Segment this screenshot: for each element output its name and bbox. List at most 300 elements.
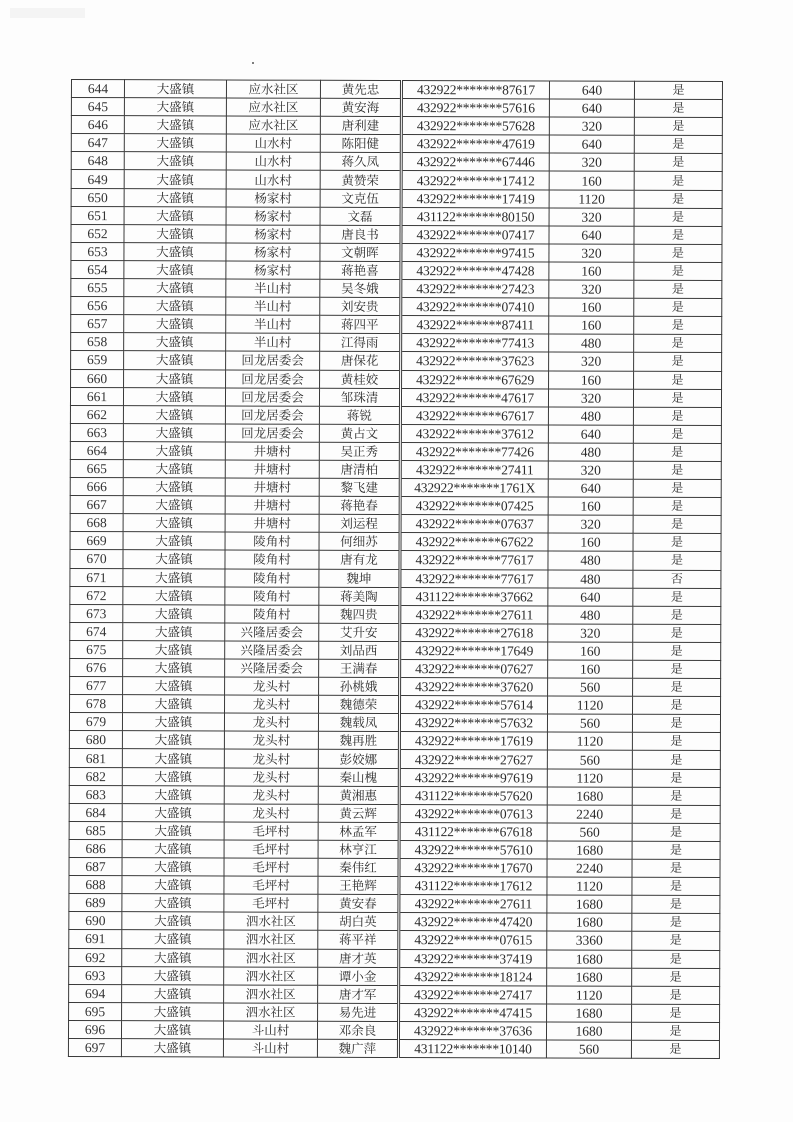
town-cell: 大盛镇: [124, 116, 226, 134]
table-row: [69, 803, 720, 823]
eligibility-flag-cell: 是: [634, 335, 722, 353]
id-number-cell: 432922*******57632: [399, 714, 547, 733]
eligibility-flag-cell: 是: [634, 262, 722, 280]
eligibility-flag-cell: 是: [632, 787, 720, 805]
town-cell: 大盛镇: [122, 822, 224, 840]
town-cell: 大盛镇: [122, 840, 224, 858]
person-name-cell: 魏载凤: [318, 714, 399, 732]
town-cell: 大盛镇: [123, 604, 225, 622]
row-number-cell: 690: [69, 912, 122, 930]
amount-cell: 1680: [547, 949, 632, 967]
town-cell: 大盛镇: [124, 369, 226, 387]
person-name-cell: 艾升安: [319, 623, 400, 641]
town-cell: 大盛镇: [123, 568, 225, 586]
amount-cell: 320: [549, 208, 634, 226]
town-cell: 大盛镇: [122, 803, 224, 821]
eligibility-flag-cell: 是: [634, 117, 722, 135]
person-name-cell: 唐利建: [320, 116, 401, 134]
person-name-cell: 唐才军: [318, 985, 399, 1003]
table-row: [69, 731, 720, 751]
amount-cell: 160: [548, 660, 633, 678]
town-cell: 大盛镇: [123, 442, 225, 460]
table-row: [71, 297, 722, 317]
id-number-cell: 432922*******67446: [401, 153, 549, 172]
person-name-cell: 唐才英: [318, 949, 399, 967]
person-name-cell: 蒋锐: [319, 406, 400, 424]
amount-cell: 320: [549, 244, 634, 262]
person-name-cell: 魏再胜: [318, 732, 399, 750]
village-cell: 毛坪村: [224, 840, 318, 858]
eligibility-flag-cell: 是: [632, 914, 720, 932]
row-number-cell: 644: [71, 80, 124, 98]
id-number-cell: 432922*******07637: [400, 515, 548, 534]
id-number-cell: 432922*******57628: [401, 117, 549, 136]
eligibility-flag-cell: 是: [633, 678, 721, 696]
id-number-cell: 432922*******18124: [399, 967, 547, 986]
town-cell: 大盛镇: [123, 423, 225, 441]
person-name-cell: 黄占文: [319, 424, 400, 442]
village-cell: 半山村: [226, 333, 320, 351]
person-name-cell: 秦伟红: [318, 858, 399, 876]
village-cell: 杨家村: [226, 225, 320, 243]
person-name-cell: 黄赞荣: [320, 171, 401, 189]
village-cell: 半山村: [226, 279, 320, 297]
person-name-cell: 孙桃娥: [319, 677, 400, 695]
amount-cell: 320: [548, 515, 633, 533]
village-cell: 龙头村: [225, 677, 319, 695]
amount-cell: 1680: [547, 968, 632, 986]
eligibility-flag-cell: 是: [632, 968, 720, 986]
town-cell: 大盛镇: [123, 622, 225, 640]
id-number-cell: 432922*******17670: [399, 859, 547, 878]
person-name-cell: 吴冬娥: [320, 279, 401, 297]
village-cell: 半山村: [226, 315, 320, 333]
village-cell: 杨家村: [226, 243, 320, 261]
town-cell: 大盛镇: [124, 98, 226, 116]
village-cell: 半山村: [226, 297, 320, 315]
id-number-cell: 432922*******07417: [401, 225, 549, 244]
row-number-cell: 682: [69, 767, 122, 785]
eligibility-flag-cell: 是: [632, 895, 720, 913]
village-cell: 应水社区: [226, 98, 320, 116]
table-row: [71, 260, 722, 280]
table-row: [71, 224, 722, 244]
table-row: [71, 279, 722, 299]
eligibility-flag-cell: 是: [633, 588, 721, 606]
table-row: [69, 767, 720, 787]
eligibility-flag-cell: 是: [634, 371, 722, 389]
village-cell: 井塘村: [225, 496, 319, 514]
amount-cell: 1120: [547, 769, 632, 787]
table-row: [71, 134, 722, 154]
amount-cell: 320: [549, 117, 634, 135]
village-cell: 回龙居委会: [226, 369, 320, 387]
eligibility-flag-cell: 是: [634, 316, 722, 334]
person-name-cell: 唐保花: [320, 352, 401, 370]
amount-cell: 3360: [547, 931, 632, 949]
table-row: [70, 622, 721, 642]
amount-cell: 1120: [548, 696, 633, 714]
row-number-cell: 692: [69, 948, 122, 966]
town-cell: 大盛镇: [122, 984, 224, 1002]
town-cell: 大盛镇: [123, 478, 225, 496]
person-name-cell: 魏德荣: [319, 695, 400, 713]
town-cell: 大盛镇: [124, 224, 226, 242]
eligibility-flag-cell: 是: [634, 244, 722, 262]
row-number-cell: 668: [70, 514, 123, 532]
village-cell: 斗山村: [223, 1021, 317, 1039]
town-cell: 大盛镇: [123, 532, 225, 550]
amount-cell: 160: [549, 371, 634, 389]
table-row: [71, 242, 722, 262]
town-cell: 大盛镇: [123, 677, 225, 695]
village-cell: 陵角村: [225, 569, 319, 587]
town-cell: 大盛镇: [123, 695, 225, 713]
town-cell: 大盛镇: [122, 1002, 224, 1020]
person-name-cell: 胡白英: [318, 913, 399, 931]
table-row: [70, 514, 721, 534]
town-cell: 大盛镇: [123, 641, 225, 659]
table-row: [71, 116, 722, 136]
village-cell: 陵角村: [225, 605, 319, 623]
village-cell: 杨家村: [226, 189, 320, 207]
row-number-cell: 687: [69, 858, 122, 876]
person-name-cell: 唐清柏: [319, 460, 400, 478]
row-number-cell: 676: [70, 658, 123, 676]
person-name-cell: 唐有龙: [319, 551, 400, 569]
village-cell: 回龙居委会: [225, 388, 319, 406]
id-number-cell: 432922*******37612: [400, 424, 548, 443]
eligibility-flag-cell: 是: [633, 552, 721, 570]
town-cell: 大盛镇: [122, 767, 224, 785]
person-name-cell: 黄安海: [320, 98, 401, 116]
id-number-cell: 432922*******37636: [398, 1021, 546, 1040]
amount-cell: 160: [549, 316, 634, 334]
eligibility-flag-cell: 是: [633, 407, 721, 425]
eligibility-flag-cell: 是: [632, 805, 720, 823]
eligibility-flag-cell: 是: [634, 353, 722, 371]
amount-cell: 640: [549, 135, 634, 153]
town-cell: 大盛镇: [123, 405, 225, 423]
eligibility-flag-cell: 是: [634, 190, 722, 208]
row-number-cell: 656: [71, 297, 124, 315]
person-name-cell: 谭小金: [318, 967, 399, 985]
eligibility-flag-cell: 是: [634, 226, 722, 244]
row-number-cell: 659: [71, 351, 124, 369]
town-cell: 大盛镇: [124, 134, 226, 152]
amount-cell: 1120: [547, 986, 632, 1004]
row-number-cell: 693: [69, 966, 122, 984]
eligibility-flag-cell: 是: [633, 461, 721, 479]
eligibility-flag-cell: 是: [633, 425, 721, 443]
person-name-cell: 黎飞建: [319, 478, 400, 496]
person-name-cell: 林亨江: [318, 840, 399, 858]
town-cell: 大盛镇: [123, 550, 225, 568]
row-number-cell: 685: [69, 821, 122, 839]
person-name-cell: 林孟军: [318, 822, 399, 840]
id-number-cell: 432922*******07615: [399, 931, 547, 950]
table-row: [69, 930, 720, 950]
person-name-cell: 刘品西: [319, 641, 400, 659]
id-number-cell: 432922*******07627: [400, 660, 548, 679]
eligibility-flag-cell: 是: [632, 751, 720, 769]
amount-cell: 640: [548, 425, 633, 443]
village-cell: 山水村: [226, 170, 320, 188]
village-cell: 龙头村: [224, 804, 318, 822]
row-number-cell: 645: [71, 98, 124, 116]
row-number-cell: 650: [71, 188, 124, 206]
eligibility-flag-cell: 是: [634, 136, 722, 154]
eligibility-flag-cell: 是: [633, 696, 721, 714]
table-row: [70, 496, 721, 516]
person-name-cell: 秦山槐: [318, 768, 399, 786]
village-cell: 井塘村: [225, 460, 319, 478]
village-cell: 山水村: [226, 134, 320, 152]
village-cell: 泗水社区: [224, 985, 318, 1003]
town-cell: 大盛镇: [123, 496, 225, 514]
person-name-cell: 蒋艳春: [319, 496, 400, 514]
amount-cell: 640: [549, 226, 634, 244]
table-row: [70, 586, 721, 606]
eligibility-flag-cell: 是: [632, 841, 720, 859]
row-number-cell: 673: [70, 604, 123, 622]
eligibility-flag-cell: 是: [632, 859, 720, 877]
row-number-cell: 688: [69, 876, 122, 894]
eligibility-flag-cell: 是: [633, 516, 721, 534]
eligibility-flag-cell: 是: [631, 1022, 719, 1040]
town-cell: 大盛镇: [122, 713, 224, 731]
id-number-cell: 432922*******17619: [399, 732, 547, 751]
id-number-cell: 432922*******27417: [399, 985, 547, 1004]
amount-cell: 160: [549, 171, 634, 189]
town-cell: 大盛镇: [122, 876, 224, 894]
town-cell: 大盛镇: [124, 351, 226, 369]
id-number-cell: 431122*******80150: [401, 207, 549, 226]
row-number-cell: 691: [69, 930, 122, 948]
id-number-cell: 432922*******27627: [399, 750, 547, 769]
town-cell: 大盛镇: [124, 333, 226, 351]
village-cell: 斗山村: [223, 1039, 317, 1057]
town-cell: 大盛镇: [121, 1021, 223, 1039]
town-cell: 大盛镇: [121, 1039, 223, 1057]
table-row: [71, 315, 722, 335]
village-cell: 陵角村: [225, 532, 319, 550]
eligibility-flag-cell: 是: [634, 99, 722, 117]
table-row: [69, 785, 720, 805]
row-number-cell: 671: [70, 568, 123, 586]
town-cell: 大盛镇: [122, 930, 224, 948]
village-cell: 龙头村: [224, 768, 318, 786]
person-name-cell: 江得雨: [320, 334, 401, 352]
eligibility-flag-cell: 是: [633, 389, 721, 407]
village-cell: 泗水社区: [224, 948, 318, 966]
eligibility-flag-cell: 是: [633, 534, 721, 552]
row-number-cell: 658: [71, 333, 124, 351]
row-number-cell: 672: [70, 586, 123, 604]
amount-cell: 1680: [546, 1022, 631, 1040]
table-row: [69, 948, 720, 968]
town-cell: 大盛镇: [124, 297, 226, 315]
town-cell: 大盛镇: [124, 170, 226, 188]
row-number-cell: 649: [71, 170, 124, 188]
eligibility-flag-cell: 是: [632, 986, 720, 1004]
table-row: [69, 894, 720, 914]
town-cell: 大盛镇: [122, 912, 224, 930]
village-cell: 兴隆居委会: [225, 659, 319, 677]
person-name-cell: 唐良书: [320, 225, 401, 243]
amount-cell: 320: [549, 352, 634, 370]
row-number-cell: 653: [71, 242, 124, 260]
person-name-cell: 蒋平祥: [318, 931, 399, 949]
table-row: [71, 333, 722, 353]
person-name-cell: 王满春: [319, 659, 400, 677]
village-cell: 毛坪村: [224, 894, 318, 912]
amount-cell: 480: [548, 570, 633, 588]
id-number-cell: 432922*******07425: [400, 497, 548, 516]
amount-cell: 1120: [547, 732, 632, 750]
town-cell: 大盛镇: [122, 749, 224, 767]
eligibility-flag-cell: 是: [634, 81, 722, 99]
amount-cell: 1120: [549, 190, 634, 208]
table-row: [69, 858, 720, 878]
village-cell: 龙头村: [225, 695, 319, 713]
row-number-cell: 654: [71, 260, 124, 278]
amount-cell: 560: [547, 714, 632, 732]
eligibility-flag-cell: 是: [634, 208, 722, 226]
roster-table: [68, 79, 723, 1059]
table-row: [70, 677, 721, 697]
village-cell: 毛坪村: [224, 876, 318, 894]
amount-cell: 320: [549, 153, 634, 171]
eligibility-flag-cell: 是: [632, 877, 720, 895]
id-number-cell: 432922*******77617: [400, 569, 548, 588]
village-cell: 井塘村: [225, 442, 319, 460]
village-cell: 杨家村: [226, 261, 320, 279]
person-name-cell: 蒋艳喜: [320, 261, 401, 279]
id-number-cell: 432922*******57616: [401, 99, 549, 118]
row-number-cell: 674: [70, 622, 123, 640]
town-cell: 大盛镇: [124, 243, 226, 261]
id-number-cell: 432922*******67629: [401, 370, 549, 389]
village-cell: 兴隆居委会: [225, 623, 319, 641]
town-cell: 大盛镇: [123, 659, 225, 677]
amount-cell: 480: [548, 606, 633, 624]
id-number-cell: 432922*******27411: [400, 461, 548, 480]
id-number-cell: 432922*******27611: [400, 605, 548, 624]
id-number-cell: 432922*******07410: [401, 298, 549, 317]
amount-cell: 160: [549, 298, 634, 316]
amount-cell: 160: [548, 642, 633, 660]
village-cell: 龙头村: [224, 713, 318, 731]
table-row: [71, 152, 722, 172]
row-number-cell: 670: [70, 550, 123, 568]
eligibility-flag-cell: 是: [634, 280, 722, 298]
row-number-cell: 666: [70, 478, 123, 496]
amount-cell: 320: [549, 280, 634, 298]
table-row: [71, 351, 722, 371]
row-number-cell: 662: [70, 405, 123, 423]
amount-cell: 560: [547, 750, 632, 768]
person-name-cell: 魏坤: [319, 569, 400, 587]
id-number-cell: 432922*******77617: [400, 551, 548, 570]
village-cell: 龙头村: [224, 731, 318, 749]
village-cell: 毛坪村: [224, 822, 318, 840]
table-row: [69, 749, 720, 769]
amount-cell: 480: [549, 334, 634, 352]
amount-cell: 1120: [547, 877, 632, 895]
person-name-cell: 黄云辉: [318, 804, 399, 822]
person-name-cell: 王艳辉: [318, 876, 399, 894]
person-name-cell: 文朝晖: [320, 243, 401, 261]
amount-cell: 320: [548, 461, 633, 479]
table-row: [69, 876, 720, 896]
table-row: [71, 98, 722, 118]
table-row: [71, 170, 722, 190]
person-name-cell: 黄先忠: [320, 80, 401, 98]
amount-cell: 480: [548, 443, 633, 461]
row-number-cell: 679: [69, 713, 122, 731]
row-number-cell: 665: [70, 459, 123, 477]
table-row: [70, 640, 721, 660]
row-number-cell: 664: [70, 441, 123, 459]
amount-cell: 160: [549, 262, 634, 280]
person-name-cell: 刘运程: [319, 515, 400, 533]
eligibility-flag-cell: 是: [632, 932, 720, 950]
person-name-cell: 蒋久凤: [320, 153, 401, 171]
person-name-cell: 魏四贵: [319, 605, 400, 623]
person-name-cell: 邹珠清: [319, 388, 400, 406]
table-row: [68, 1020, 719, 1040]
person-name-cell: 吴正秀: [319, 442, 400, 460]
village-cell: 井塘村: [225, 478, 319, 496]
amount-cell: 160: [548, 533, 633, 551]
town-cell: 大盛镇: [122, 966, 224, 984]
id-number-cell: 432922*******77426: [400, 442, 548, 461]
id-number-cell: 432922*******1761X: [400, 479, 548, 498]
amount-cell: 560: [548, 678, 633, 696]
id-number-cell: 432922*******37623: [401, 352, 549, 371]
id-number-cell: 432922*******47420: [399, 913, 547, 932]
row-number-cell: 651: [71, 206, 124, 224]
eligibility-flag-cell: 是: [632, 950, 720, 968]
eligibility-flag-cell: 是: [632, 1004, 720, 1022]
eligibility-flag-cell: 是: [632, 769, 720, 787]
eligibility-flag-cell: 是: [633, 497, 721, 515]
village-cell: 山水村: [226, 152, 320, 170]
town-cell: 大盛镇: [123, 514, 225, 532]
id-number-cell: 432922*******37620: [400, 678, 548, 697]
row-number-cell: 647: [71, 134, 124, 152]
eligibility-flag-cell: 是: [633, 660, 721, 678]
village-cell: 回龙居委会: [226, 351, 320, 369]
amount-cell: 2240: [547, 859, 632, 877]
person-name-cell: 魏广萍: [317, 1039, 398, 1057]
id-number-cell: 432922*******27423: [401, 280, 549, 299]
person-name-cell: 黄湘惠: [318, 786, 399, 804]
eligibility-flag-cell: 是: [632, 715, 720, 733]
eligibility-flag-cell: 是: [633, 443, 721, 461]
village-cell: 泗水社区: [224, 930, 318, 948]
eligibility-flag-cell: 是: [632, 823, 720, 841]
person-name-cell: 邓余良: [317, 1021, 398, 1039]
id-number-cell: 432922*******87617: [401, 81, 549, 100]
town-cell: 大盛镇: [124, 261, 226, 279]
id-number-cell: 432922*******67622: [400, 533, 548, 552]
row-number-cell: 648: [71, 152, 124, 170]
town-cell: 大盛镇: [122, 785, 224, 803]
amount-cell: 320: [548, 624, 633, 642]
eligibility-flag-cell: 是: [632, 733, 720, 751]
